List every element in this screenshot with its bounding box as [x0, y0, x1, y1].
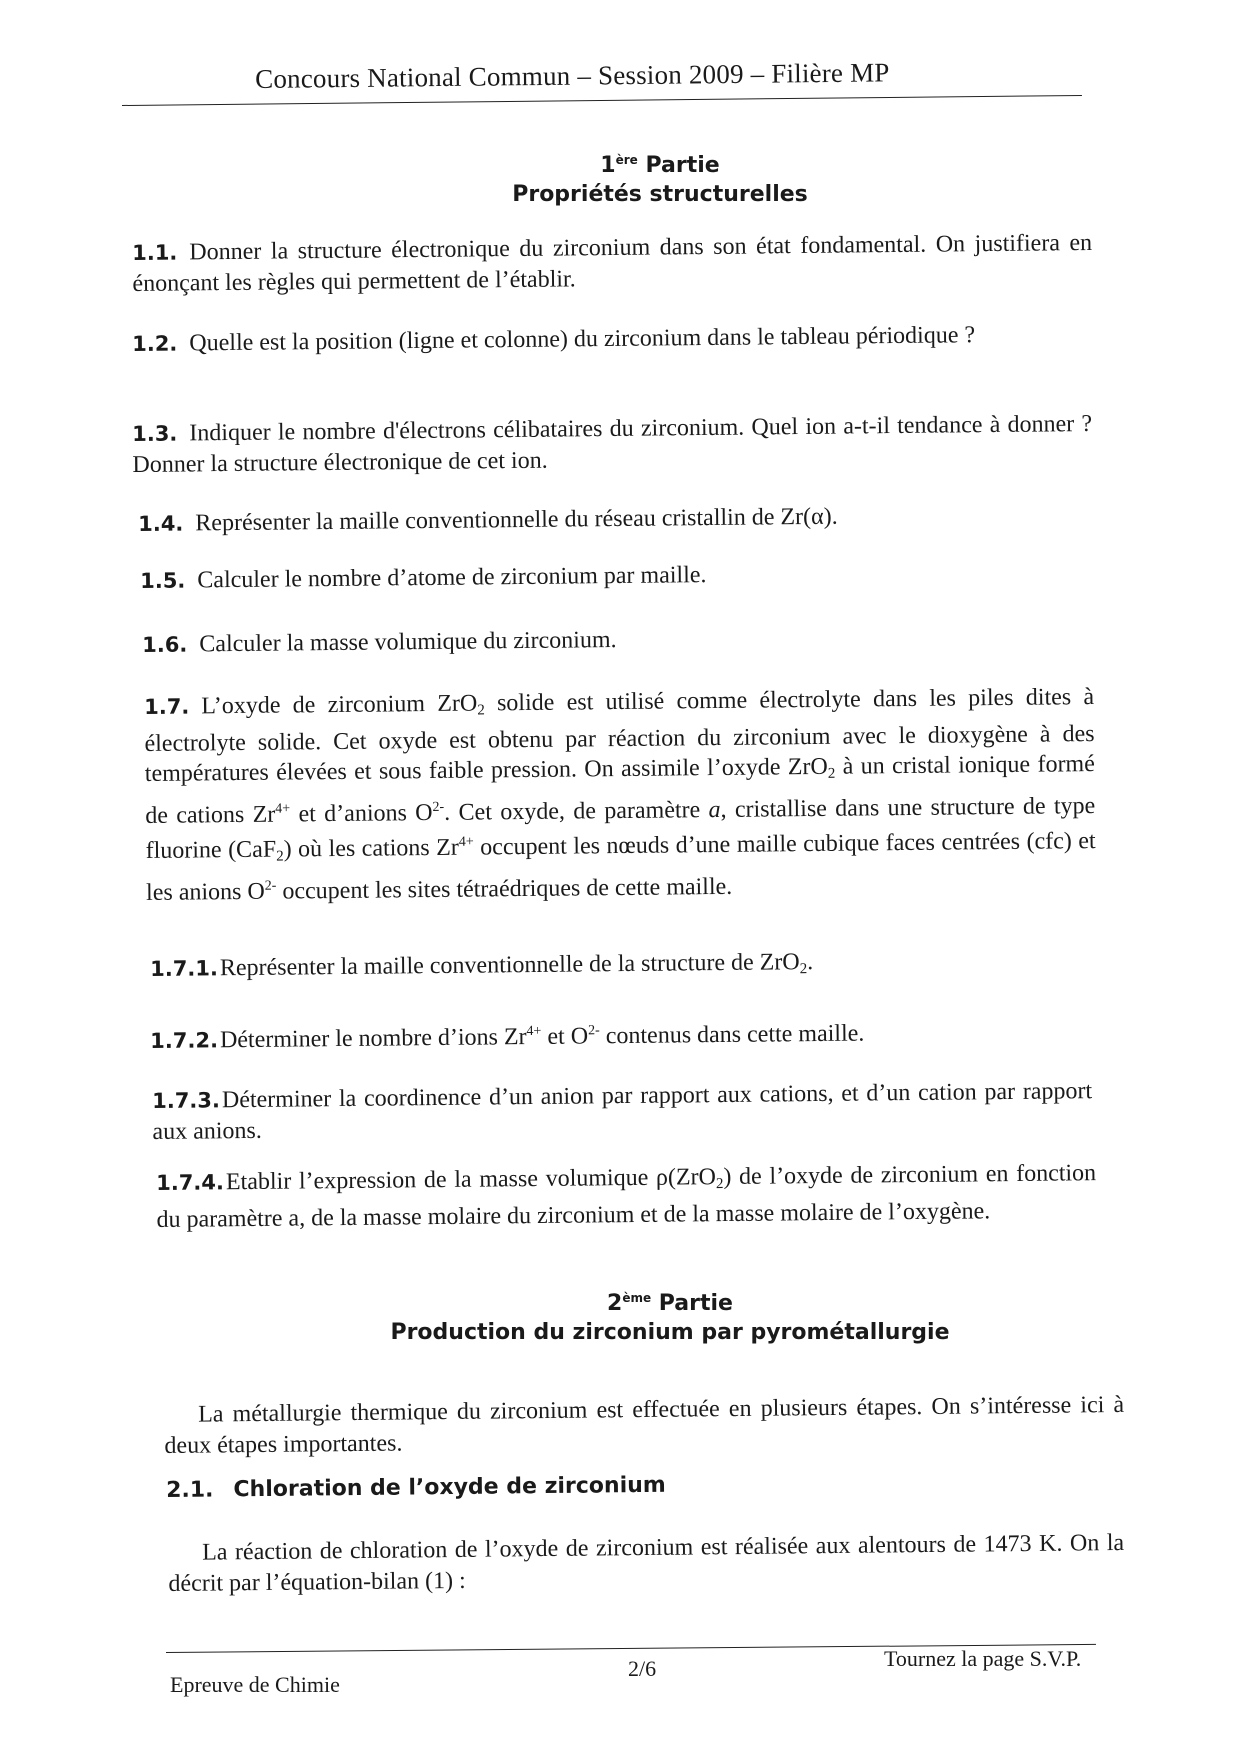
part2-intro: La métallurgie thermique du zirconium est effectuée en plusieurs étapes. On s’intéresse ici à deux étapes importantes.: [164, 1391, 1125, 1459]
page-header: Concours National Commun – Session 2009 – Filière MP: [255, 57, 890, 94]
part1-heading: [310, 146, 1010, 209]
question-1-7-4: 1.7.4.Etablir l’expression de la masse volumique ρ(ZrO$_2$) de l’oxyde de zirconium en fonction du paramètre a, de la masse molaire du zirconium et de la masse molaire de l’oxygène.: [156, 1160, 1097, 1233]
part1-title: Propriétés structurelles: [512, 182, 808, 207]
question-1-4: 1.4. Représenter la maille conventionnelle du réseau cristallin de Zr(α).: [138, 503, 838, 537]
question-1-7-2: 1.7.2.Déterminer le nombre d’ions $Zr^{4+}$ et $O^{2-}$ contenus dans cette maille.: [150, 1020, 865, 1054]
footer-turn-page: Tournez la page S.V.P.: [884, 1646, 1082, 1671]
question-1-6: 1.6. Calculer la masse volumique du zirconium.: [142, 627, 617, 658]
question-1-2: 1.2. Quelle est la position (ligne et colonne) du zirconium dans le tableau périodique ?: [132, 322, 976, 357]
question-1-7: 1.7. L’oxyde de zirconium ZrO$_2$ solide est utilisé comme électrolyte dans les piles dites à électrolyte solide. Cet oxyde est obtenu par réaction du zirconium avec le dioxygène à des températures élevées et sous faible pression. On assimile l’oxyde ZrO$_2$ à un cristal ionique formé de cations $Zr^{4+}$ et d’anions $O^{2-}$. Cet oxyde, de paramètre a, cristallise dans une structure de type fluorine (CaF$_2$) où les cations $Zr^{4+}$ occupent les nœuds d’une maille cubique faces centrées (cfc) et les anions $O^{2-}$ occupent les sites tétraédriques de cette maille.: [144, 684, 1096, 906]
question-1-7-3: 1.7.3.Déterminer la coordinence d’un anion par rapport aux cations, et d’un cation par rapport aux anions.: [152, 1078, 1093, 1145]
part1-label-line: 1ère Partie: [600, 153, 720, 178]
part2-label-line: 2ème Partie: [607, 1291, 733, 1316]
question-1-5: 1.5. Calculer le nombre d’atome de zirconium par maille.: [140, 562, 707, 594]
section-2-1-paragraph: La réaction de chloration de l’oxyde de zirconium est réalisée aux alentours de 1473 K. On la décrit par l’équation-bilan (1) :: [168, 1529, 1125, 1597]
footer-subject: Epreuve de Chimie: [170, 1672, 340, 1697]
part2-heading: [290, 1284, 1050, 1347]
question-1-7-1: 1.7.1.Représenter la maille conventionnelle de la structure de ZrO$_2$.: [150, 949, 814, 982]
section-2-1-heading: 2.1. Chloration de l’oxyde de zirconium: [166, 1472, 666, 1503]
footer-page-number: 2/6: [628, 1656, 657, 1681]
part2-title: Production du zirconium par pyrométallurgie: [390, 1320, 950, 1345]
question-1-3: 1.3. Indiquer le nombre d'électrons célibataires du zirconium. Quel ion a-t-il tendance à donner ? Donner la structure électronique de cet ion.: [132, 410, 1093, 478]
header-rule: [122, 95, 1082, 106]
question-1-1: 1.1. Donner la structure électronique du zirconium dans son état fondamental. On justifiera en énonçant les règles qui permettent de l’établir.: [132, 229, 1093, 297]
